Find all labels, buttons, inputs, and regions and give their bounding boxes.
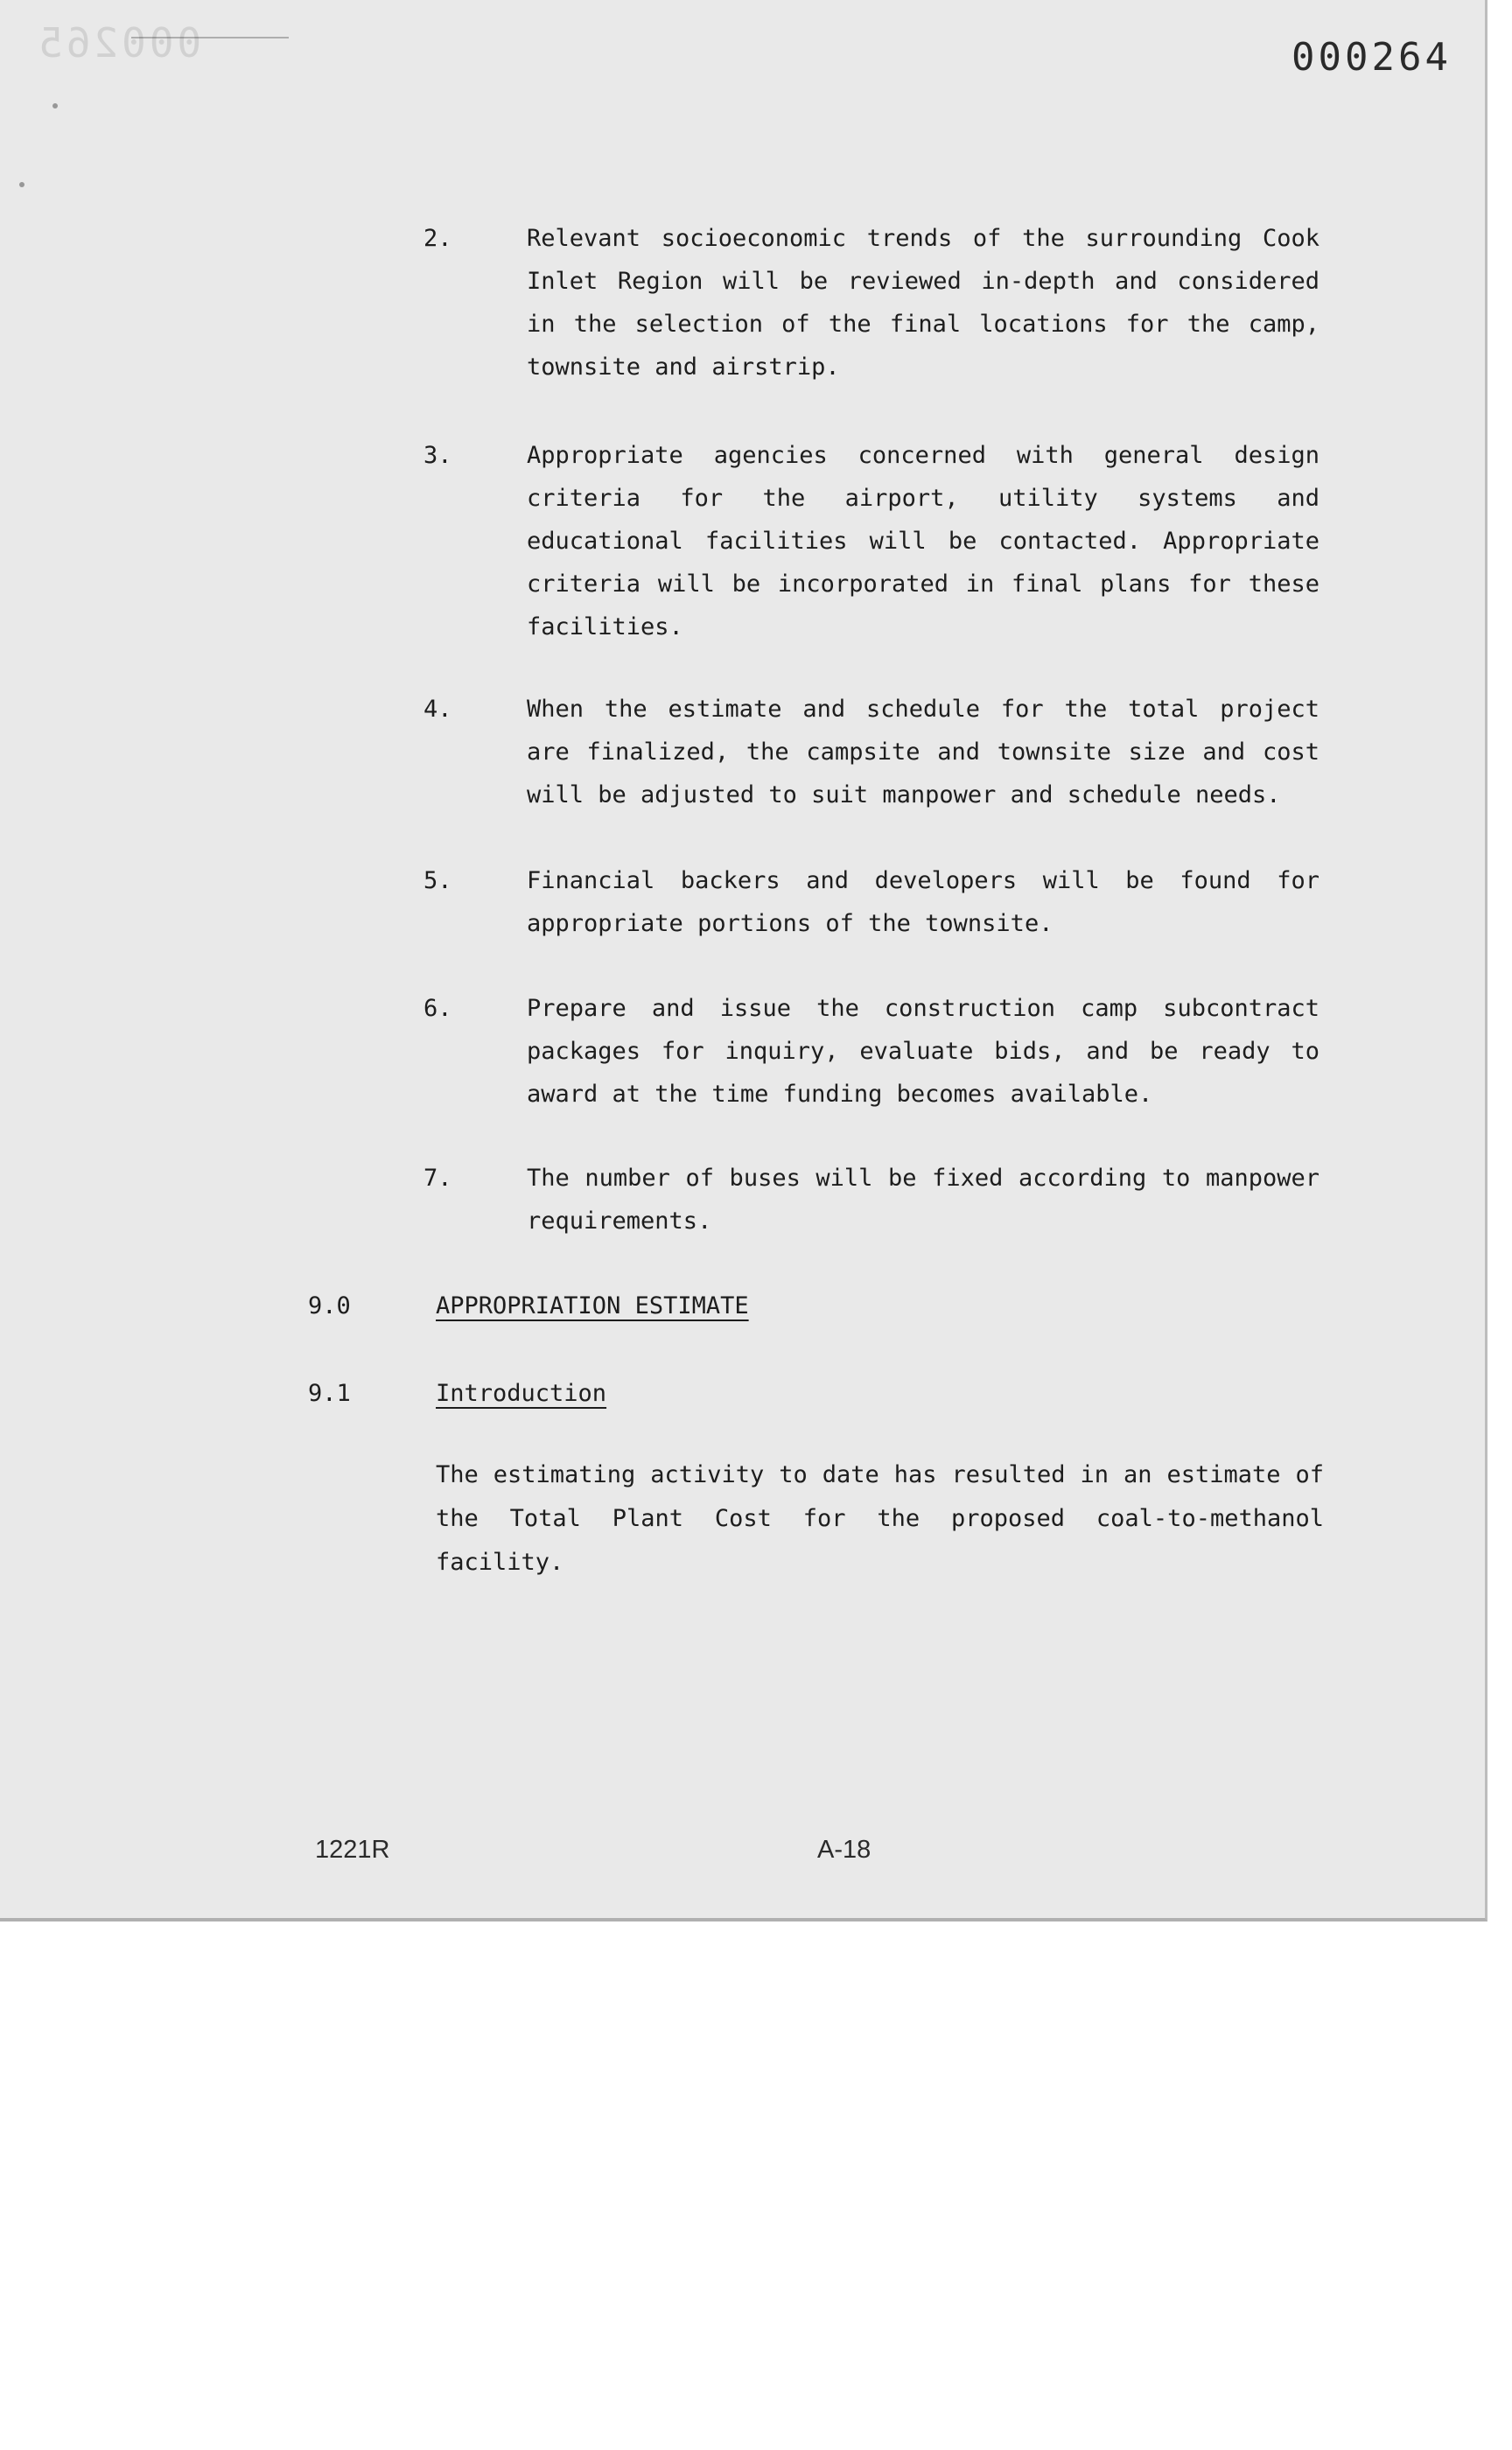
list-item-number: 3. [424, 442, 452, 469]
list-item-text: The number of buses will be fixed according to manpower requirements. [527, 1165, 1320, 1235]
list-item-text: Relevant socioeconomic trends of the surrounding Cook Inlet Region will be reviewed in-depth and considered in the selection of the final locations for the camp, townsite and airstrip. [527, 225, 1320, 381]
section-title: Introduction [436, 1380, 607, 1407]
ghost-page-number: 000265 [35, 19, 202, 66]
margin-mark [19, 182, 24, 187]
section-number: 9.1 [308, 1380, 351, 1407]
list-item-text: Prepare and issue the construction camp subcontract packages for inquiry, evaluate bids, and be ready to award at the time funding becomes available. [527, 995, 1320, 1108]
section-title: APPROPRIATION ESTIMATE [436, 1292, 749, 1320]
list-item [424, 1157, 1320, 1242]
document-id: 1221R [315, 1836, 390, 1864]
section-number: 9.0 [308, 1292, 351, 1320]
margin-mark [52, 103, 58, 108]
list-item-number: 2. [424, 225, 452, 252]
page-number: 000264 [1292, 35, 1452, 80]
intro-paragraph: The estimating activity to date has resulted in an estimate of the Total Plant Cost for the proposed coal-to-methanol facility. [436, 1461, 1324, 1576]
list-item [424, 434, 1320, 648]
list-item [424, 987, 1320, 1116]
list-item-text: When the estimate and schedule for the total project are finalized, the campsite and townsite size and cost will be adjusted to suit manpower and schedule needs. [527, 696, 1320, 808]
ghost-rule [131, 37, 289, 38]
list-item-text: Financial backers and developers will be found for appropriate portions of the townsite. [527, 867, 1320, 937]
list-item [424, 859, 1320, 945]
list-item-number: 6. [424, 995, 452, 1022]
page-label: A-18 [817, 1836, 872, 1864]
list-item-number: 4. [424, 696, 452, 723]
list-item-text: Appropriate agencies concerned with general design criteria for the airport, utility systems and educational facilities will be contacted. Appropriate criteria will be incorporated in final plans for these facilities. [527, 442, 1320, 640]
list-item [424, 688, 1320, 816]
list-item-number: 5. [424, 867, 452, 894]
list-item-number: 7. [424, 1165, 452, 1192]
list-item [424, 217, 1320, 388]
